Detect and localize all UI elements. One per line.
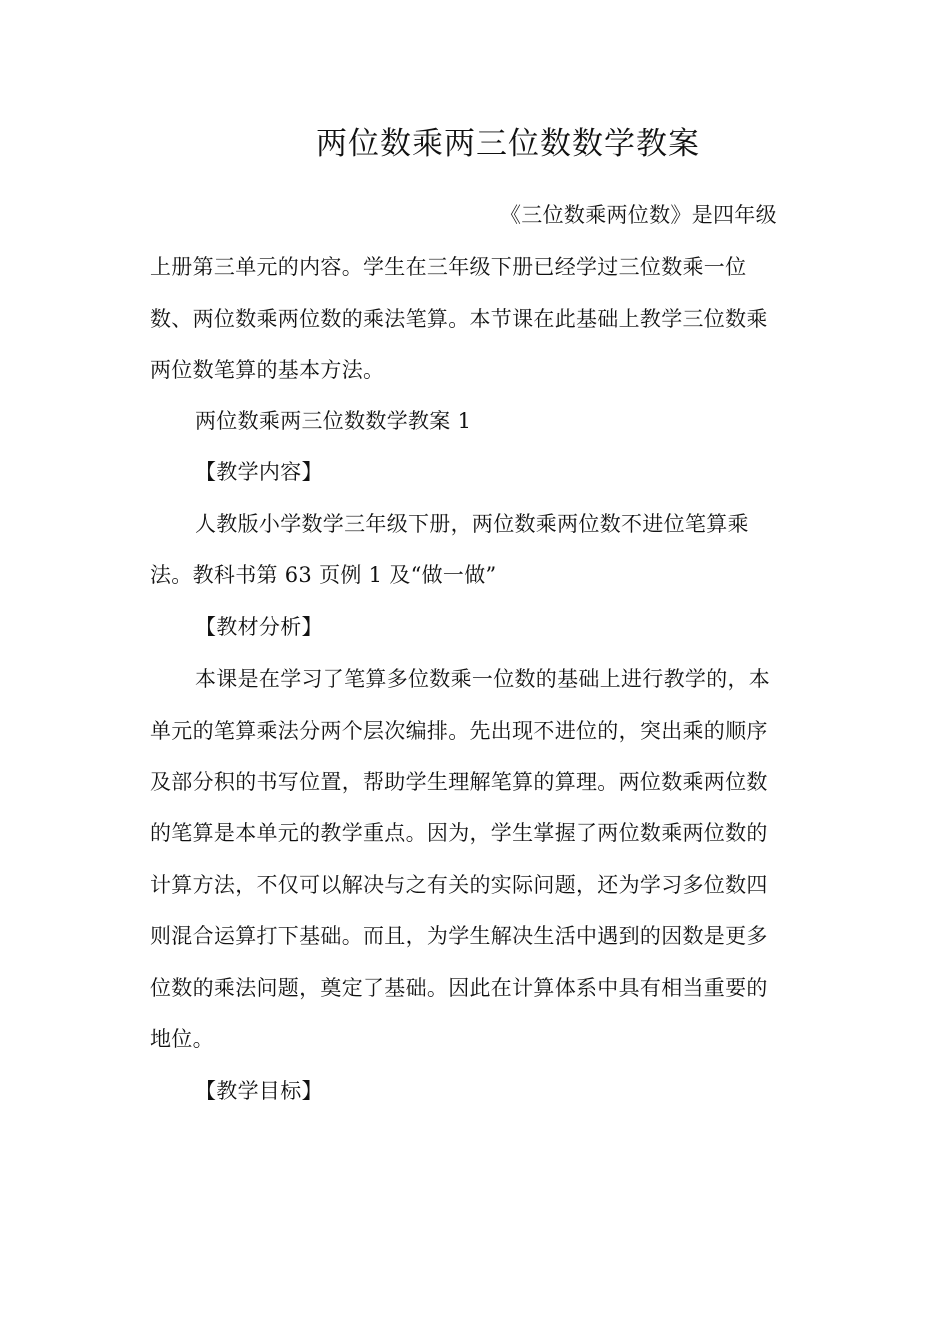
analysis-line: 位数的乘法问题，奠定了基础。因此在计算体系中具有相当重要的	[150, 976, 768, 1000]
intro-line: 上册第三单元的内容。学生在三年级下册已经学过三位数乘一位	[150, 255, 747, 279]
heading-teaching-content: 【教学内容】	[195, 460, 323, 484]
content-line: 法。教科书第 63 页例 1 及“做一做”	[150, 563, 497, 587]
intro-line: 两位数笔算的基本方法。	[150, 358, 385, 382]
heading-teaching-goals: 【教学目标】	[195, 1079, 323, 1103]
intro-line: 《三位数乘两位数》是四年级	[500, 203, 777, 227]
analysis-line: 单元的笔算乘法分两个层次编排。先出现不进位的，突出乘的顺序	[150, 719, 768, 743]
intro-line: 数、两位数乘两位数的乘法笔算。本节课在此基础上教学三位数乘	[150, 307, 768, 331]
content-line: 人教版小学数学三年级下册，两位数乘两位数不进位笔算乘	[195, 512, 749, 536]
document-title: 两位数乘两三位数数学教案	[316, 126, 700, 162]
analysis-line: 地位。	[150, 1027, 214, 1051]
section-subtitle: 两位数乘两三位数数学教案 1	[195, 409, 472, 433]
analysis-line: 则混合运算打下基础。而且，为学生解决生活中遇到的因数是更多	[150, 924, 768, 948]
analysis-line: 的笔算是本单元的教学重点。因为，学生掌握了两位数乘两位数的	[150, 821, 768, 845]
analysis-line: 计算方法，不仅可以解决与之有关的实际问题，还为学习多位数四	[150, 873, 768, 897]
heading-material-analysis: 【教材分析】	[195, 615, 323, 639]
analysis-line: 本课是在学习了笔算多位数乘一位数的基础上进行教学的，本	[195, 667, 771, 691]
analysis-line: 及部分积的书写位置，帮助学生理解笔算的算理。两位数乘两位数	[150, 770, 768, 794]
